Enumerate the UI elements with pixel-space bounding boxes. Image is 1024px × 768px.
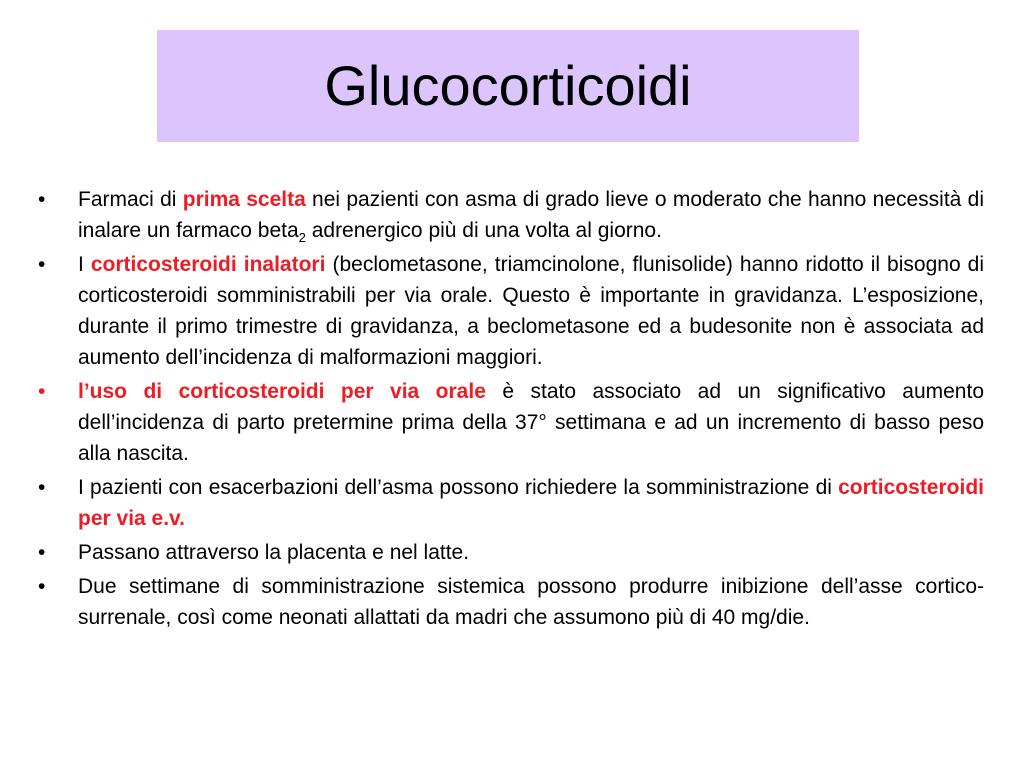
highlight-text: corticosteroidi per via e.v.	[78, 476, 984, 530]
bullet-text-part: Due settimane di somministrazione sistemica possono produrre inibizione dell’asse cortico-surrenale, così come neonati allattati da madri che assumono più di 40 mg/die.	[78, 575, 984, 629]
bullet-text-part: nei pazienti con asma di grado lieve o moderato che hanno necessità di inalare un farmaco beta	[78, 188, 984, 242]
bullet-marker: •	[38, 575, 46, 598]
bullet-text-part: I	[78, 253, 91, 276]
bullet-text-part: I pazienti con esacerbazioni dell’asma possono richiedere la somministrazione di	[78, 476, 839, 499]
bullet-item-6	[38, 571, 984, 633]
bullet-text	[78, 184, 984, 246]
bullet-text-part: Passano attraverso la placenta e nel latte.	[78, 541, 470, 564]
bullet-text	[78, 472, 984, 534]
highlight-text: prima scelta	[182, 188, 306, 211]
bullet-text-part: (beclometasone, triamcinolone, flunisolide) hanno ridotto il bisogno di corticosteroidi somministrabili per via orale. Questo è importante in gravidanza. L’esposizione, durante il primo trimestre di gravidanza, a beclometasone ed a budesonite non è associata ad aumento dell’incidenza di malformazioni maggiori.	[78, 253, 984, 369]
highlight-text: corticosteroidi inalatori	[90, 253, 326, 276]
bullet-text-part: Farmaci di	[78, 188, 183, 211]
bullet-text	[78, 537, 984, 568]
bullet-marker: •	[38, 541, 46, 564]
bullet-list	[38, 184, 984, 636]
bullet-marker: •	[38, 188, 46, 211]
bullet-text	[78, 571, 984, 633]
subscript: 2	[298, 230, 306, 246]
bullet-marker: •	[38, 253, 46, 276]
highlight-text: l’uso di corticosteroidi per via orale	[78, 380, 486, 403]
bullet-item-3	[38, 376, 984, 469]
bullet-marker: •	[38, 476, 46, 499]
bullet-item-2	[38, 249, 984, 373]
bullet-item-4	[38, 472, 984, 534]
bullet-item-1	[38, 184, 984, 246]
bullet-item-5	[38, 537, 984, 568]
bullet-text-part: è stato associato ad un significativo aumento dell’incidenza di parto pretermine prima della 37° settimana e ad un incremento di basso peso alla nascita.	[78, 380, 985, 465]
title-box	[157, 30, 859, 142]
slide-title: Glucocorticoidi	[324, 54, 692, 117]
bullet-marker: •	[38, 380, 46, 403]
bullet-text	[78, 376, 984, 469]
bullet-text	[78, 249, 984, 373]
bullet-text-part: adrenergico più di una volta al giorno.	[305, 219, 662, 242]
